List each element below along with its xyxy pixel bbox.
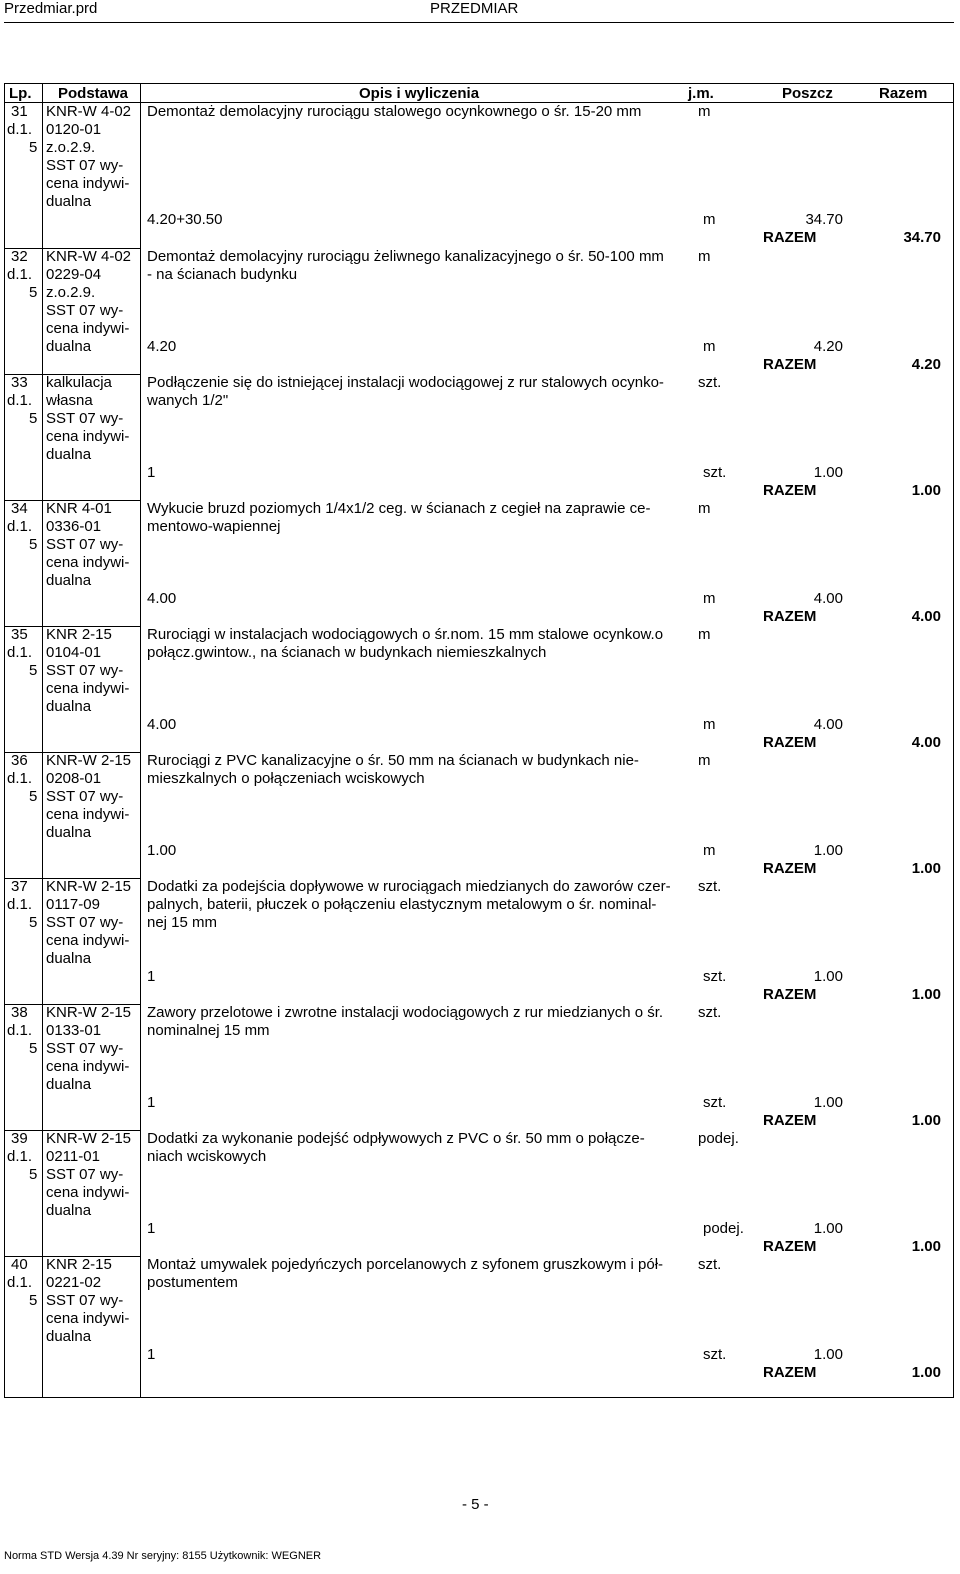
basis-line: KNR 2-15 <box>46 626 112 643</box>
basis-line: dualna <box>46 572 92 589</box>
basis-line: dualna <box>46 1076 92 1093</box>
basis-line: 0221-02 <box>46 1274 102 1291</box>
partial-quantity: 1.00 <box>813 1220 843 1237</box>
item-number: 36 <box>11 752 28 769</box>
calculation-unit: podej. <box>703 1220 744 1237</box>
basis-line: SST 07 wy- <box>46 410 124 427</box>
basis-line: KNR-W 2-15 <box>46 752 132 769</box>
total-label: RAZEM <box>763 860 817 877</box>
calculation-expression: 1 <box>147 1346 156 1363</box>
partial-quantity: 34.70 <box>805 211 843 228</box>
basis-line: KNR-W 4-02 <box>46 248 132 265</box>
basis-line: cena indywi- <box>46 1310 130 1327</box>
description-line: wanych 1/2" <box>147 392 229 409</box>
total-value: 4.20 <box>911 356 941 373</box>
table-row <box>5 878 953 1004</box>
basis-line: dualna <box>46 950 92 967</box>
row-divider <box>5 500 140 501</box>
basis-line: cena indywi- <box>46 932 130 949</box>
basis-line: KNR 4-01 <box>46 500 112 517</box>
basis-line: SST 07 wy- <box>46 1166 124 1183</box>
row-divider <box>5 626 140 627</box>
page-number: - 5 - <box>462 1496 489 1513</box>
unit: szt. <box>698 878 722 895</box>
item-division: d.1. <box>7 896 33 913</box>
total-value: 1.00 <box>911 1112 941 1129</box>
basis-line: cena indywi- <box>46 554 130 571</box>
calculation-unit: m <box>703 211 716 228</box>
calculation-unit: szt. <box>703 968 727 985</box>
item-division: d.1. <box>7 1274 33 1291</box>
basis-line: KNR-W 2-15 <box>46 878 132 895</box>
description-line: - na ścianach budynku <box>147 266 298 283</box>
unit: szt. <box>698 1256 722 1273</box>
basis-line: 0229-04 <box>46 266 102 283</box>
item-number: 39 <box>11 1130 28 1147</box>
col-header-lp: Lp. <box>9 85 32 102</box>
item-subnumber: 5 <box>29 410 38 427</box>
unit: m <box>698 248 711 265</box>
unit: m <box>698 752 711 769</box>
calculation-expression: 4.00 <box>147 716 177 733</box>
unit: m <box>698 500 711 517</box>
item-division: d.1. <box>7 518 33 535</box>
basis-line: kalkulacja <box>46 374 112 391</box>
item-division: d.1. <box>7 121 33 138</box>
unit: podej. <box>698 1130 739 1147</box>
basis-line: dualna <box>46 698 92 715</box>
basis-line: SST 07 wy- <box>46 302 124 319</box>
basis-line: SST 07 wy- <box>46 1040 124 1057</box>
partial-quantity: 1.00 <box>813 1346 843 1363</box>
calculation-unit: m <box>703 590 716 607</box>
row-divider <box>5 878 140 879</box>
item-number: 32 <box>11 248 28 265</box>
document-filename: Przedmiar.prd <box>4 0 98 17</box>
basis-line: SST 07 wy- <box>46 536 124 553</box>
total-value: 4.00 <box>911 734 941 751</box>
table-row <box>5 1004 953 1130</box>
basis-line: SST 07 wy- <box>46 788 124 805</box>
total-label: RAZEM <box>763 608 817 625</box>
basis-line: SST 07 wy- <box>46 1292 124 1309</box>
item-division: d.1. <box>7 1022 33 1039</box>
item-number: 31 <box>11 103 28 120</box>
table-row <box>5 1256 953 1382</box>
basis-line: 0120-01 <box>46 121 102 138</box>
description-line: Wykucie bruzd poziomych 1/4x1/2 ceg. w ścianach z cegieł na zaprawie ce- <box>147 500 651 517</box>
unit: szt. <box>698 1004 722 1021</box>
total-label: RAZEM <box>763 356 817 373</box>
table-row <box>5 374 953 500</box>
basis-line: 0211-01 <box>46 1148 100 1165</box>
calculation-unit: m <box>703 338 716 355</box>
basis-line: SST 07 wy- <box>46 914 124 931</box>
calculation-expression: 1 <box>147 1094 156 1111</box>
total-label: RAZEM <box>763 229 817 246</box>
basis-line: własna <box>46 392 93 409</box>
item-division: d.1. <box>7 266 33 283</box>
calculation-expression: 1.00 <box>147 842 177 859</box>
basis-line: dualna <box>46 338 92 355</box>
col-header-opis: Opis i wyliczenia <box>359 85 480 102</box>
item-subnumber: 5 <box>29 1292 38 1309</box>
item-number: 37 <box>11 878 28 895</box>
total-label: RAZEM <box>763 986 817 1003</box>
basis-line: cena indywi- <box>46 320 130 337</box>
basis-line: dualna <box>46 446 92 463</box>
row-divider <box>5 1256 140 1257</box>
partial-quantity: 1.00 <box>813 1094 843 1111</box>
item-subnumber: 5 <box>29 662 38 679</box>
unit: szt. <box>698 374 722 391</box>
description-line: Rurociągi z PVC kanalizacyjne o śr. 50 mm na ścianach w budynkach nie- <box>147 752 639 769</box>
col-header-podstawa: Podstawa <box>58 85 129 102</box>
calculation-unit: m <box>703 842 716 859</box>
item-number: 35 <box>11 626 28 643</box>
description-line: nej 15 mm <box>147 914 218 931</box>
description-line: mieszkalnych o połączeniach wciskowych <box>147 770 425 787</box>
calculation-unit: szt. <box>703 464 727 481</box>
basis-line: cena indywi- <box>46 1184 130 1201</box>
basis-line: 0104-01 <box>46 644 102 661</box>
basis-line: cena indywi- <box>46 680 130 697</box>
total-value: 1.00 <box>911 482 941 499</box>
item-number: 34 <box>11 500 28 517</box>
total-value: 1.00 <box>911 1364 941 1381</box>
item-subnumber: 5 <box>29 536 38 553</box>
item-subnumber: 5 <box>29 914 38 931</box>
partial-quantity: 1.00 <box>813 464 843 481</box>
total-label: RAZEM <box>763 482 817 499</box>
total-label: RAZEM <box>763 734 817 751</box>
col-header-razem: Razem <box>879 85 928 102</box>
item-number: 38 <box>11 1004 28 1021</box>
basis-line: KNR-W 2-15 <box>46 1004 132 1021</box>
basis-line: 0133-01 <box>46 1022 102 1039</box>
total-label: RAZEM <box>763 1238 817 1255</box>
calculation-expression: 4.20+30.50 <box>147 211 223 228</box>
calculation-expression: 1 <box>147 464 156 481</box>
basis-line: cena indywi- <box>46 806 130 823</box>
item-subnumber: 5 <box>29 139 38 156</box>
description-line: postumentem <box>147 1274 238 1291</box>
basis-line: 0336-01 <box>46 518 102 535</box>
calculation-expression: 1 <box>147 968 156 985</box>
basis-line: dualna <box>46 1328 92 1345</box>
total-value: 1.00 <box>911 860 941 877</box>
description-line: Dodatki za podejścia dopływowe w rurociągach miedzianych do zaworów czer- <box>147 878 671 895</box>
total-value: 4.00 <box>911 608 941 625</box>
total-value: 34.70 <box>903 229 941 246</box>
basis-line: z.o.2.9. <box>46 284 96 301</box>
przedmiar-table <box>4 83 954 1398</box>
calculation-unit: m <box>703 716 716 733</box>
item-subnumber: 5 <box>29 1166 38 1183</box>
description-line: Montaż umywalek pojedyńczych porcelanowych z syfonem gruszkowym i pół- <box>147 1256 664 1273</box>
description-line: Podłączenie się do istniejącej instalacji wodociągowej z rur stalowych ocynko- <box>147 374 664 391</box>
calculation-unit: szt. <box>703 1346 727 1363</box>
basis-line: cena indywi- <box>46 428 130 445</box>
col-header-jm: j.m. <box>688 85 714 102</box>
table-row <box>5 752 953 878</box>
unit: m <box>698 626 711 643</box>
row-divider <box>5 374 140 375</box>
description-line: Dodatki za wykonanie podejść odpływowych z PVC o śr. 50 mm o połącze- <box>147 1130 645 1147</box>
item-subnumber: 5 <box>29 1040 38 1057</box>
basis-line: dualna <box>46 1202 92 1219</box>
description-line: nominalnej 15 mm <box>147 1022 270 1039</box>
item-division: d.1. <box>7 392 33 409</box>
description-line: mentowo-wapiennej <box>147 518 281 535</box>
partial-quantity: 1.00 <box>813 968 843 985</box>
footer-software-info: Norma STD Wersja 4.39 Nr seryjny: 8155 Użytkownik: WEGNER <box>4 1550 322 1562</box>
table-row <box>5 626 953 752</box>
row-divider <box>5 248 140 249</box>
description-line: palnych, baterii, płuczek o połączeniu elastycznym metalowym o śr. nominal- <box>147 896 657 913</box>
basis-line: 0117-09 <box>46 896 100 913</box>
unit: m <box>698 103 711 120</box>
partial-quantity: 4.20 <box>813 338 843 355</box>
row-divider <box>5 1130 140 1131</box>
item-subnumber: 5 <box>29 284 38 301</box>
row-divider <box>5 1004 140 1005</box>
partial-quantity: 4.00 <box>813 590 843 607</box>
row-divider <box>5 752 140 753</box>
item-division: d.1. <box>7 1148 33 1165</box>
description-line: Zawory przelotowe i zwrotne instalacji wodociągowych z rur miedzianych o śr. <box>147 1004 664 1021</box>
table-row <box>5 500 953 626</box>
table-row <box>5 248 953 374</box>
basis-line: z.o.2.9. <box>46 139 96 156</box>
basis-line: dualna <box>46 824 92 841</box>
basis-line: cena indywi- <box>46 1058 130 1075</box>
item-number: 40 <box>11 1256 28 1273</box>
description-line: niach wciskowych <box>147 1148 267 1165</box>
item-division: d.1. <box>7 770 33 787</box>
header-rule <box>4 22 954 23</box>
partial-quantity: 1.00 <box>813 842 843 859</box>
description-line: Demontaż demolacyjny rurociągu stalowego ocynkownego o śr. 15-20 mm <box>147 103 642 120</box>
total-label: RAZEM <box>763 1112 817 1129</box>
basis-line: 0208-01 <box>46 770 102 787</box>
basis-line: dualna <box>46 193 92 210</box>
basis-line: KNR-W 2-15 <box>46 1130 132 1147</box>
item-subnumber: 5 <box>29 788 38 805</box>
item-number: 33 <box>11 374 28 391</box>
basis-line: KNR 2-15 <box>46 1256 112 1273</box>
basis-line: cena indywi- <box>46 175 130 192</box>
item-division: d.1. <box>7 644 33 661</box>
total-label: RAZEM <box>763 1364 817 1381</box>
basis-line: SST 07 wy- <box>46 662 124 679</box>
basis-line: KNR-W 4-02 <box>46 103 132 120</box>
total-value: 1.00 <box>911 1238 941 1255</box>
description-line: Rurociągi w instalacjach wodociągowych o śr.nom. 15 mm stalowe ocynkow.o <box>147 626 664 643</box>
calculation-expression: 1 <box>147 1220 156 1237</box>
calculation-expression: 4.00 <box>147 590 177 607</box>
document-title: PRZEDMIAR <box>430 0 519 17</box>
description-line: Demontaż demolacyjny rurociągu żeliwnego kanalizacyjnego o śr. 50-100 mm <box>147 248 664 265</box>
total-value: 1.00 <box>911 986 941 1003</box>
table-row <box>5 1130 953 1256</box>
partial-quantity: 4.00 <box>813 716 843 733</box>
calculation-unit: szt. <box>703 1094 727 1111</box>
description-line: połącz.gwintow., na ścianach w budynkach niemieszkalnych <box>147 644 547 661</box>
col-header-poszcz: Poszcz <box>782 85 833 102</box>
basis-line: SST 07 wy- <box>46 157 124 174</box>
calculation-expression: 4.20 <box>147 338 177 355</box>
table-row <box>5 103 953 248</box>
